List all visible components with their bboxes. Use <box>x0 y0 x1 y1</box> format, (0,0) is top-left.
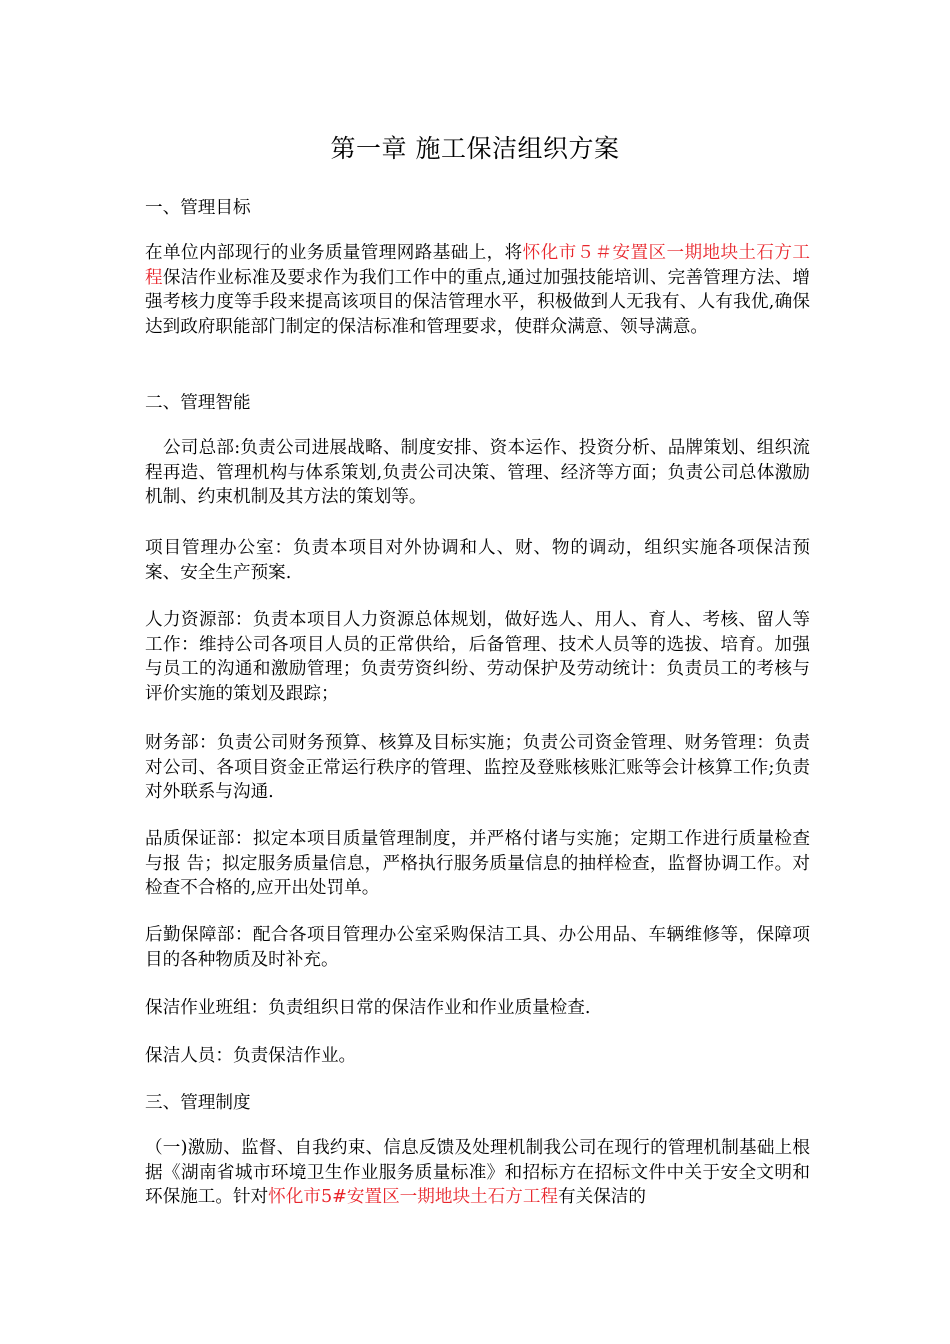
paragraph-project-office: 项目管理办公室：负责本项目对外协调和人、财、物的调动，组织实施各项保洁预案、安全生产预案. <box>145 538 810 583</box>
paragraph-cleaning-team: 保洁作业班组：负责组织日常的保洁作业和作业质量检查. <box>145 998 591 1018</box>
paragraph-hr-department: 人力资源部：负责本项目人力资源总体规划，做好选人、用人、育人、考核、留人等工作：维持公司各项目人员的正常供给，后备管理、技术人员等的选拔、培育。加强与员工的沟通和激励管理；负责劳资纠纷、劳动保护及劳动统计：负责员工的考核与评价实施的策划及跟踪； <box>145 610 810 704</box>
paragraph-cleaning-staff: 保洁人员：负责保洁作业。 <box>145 1046 357 1066</box>
paragraph-text: 保洁作业标准及要求作为我们工作中的重点,通过加强技能培训、完善管理方法、增强考核力度等手段来提高该项目的保洁管理水平，积极做到人无我有、人有我优,确保达到政府职能部门制定的保洁标准和管理要求，使群众满意、领导满意。 <box>145 267 810 337</box>
project-name-highlight: 怀化市５＃安置区一期地块土石方工程 <box>145 243 810 288</box>
paragraph-headquarters: 公司总部:负责公司进展战略、制度安排、资本运作、投资分析、品牌策划、组织流程再造、管理机构与体系策划,负责公司决策、管理、经济等方面；负责公司总体激励机制、约束机制及其方法的策划等。 <box>145 438 810 508</box>
chapter-title: 第一章 施工保洁组织方案 <box>330 134 620 163</box>
paragraph-quality-department: 品质保证部：拟定本项目质量管理制度，并严格付诸与实施；定期工作进行质量检查与报 告；拟定服务质量信息，严格执行服务质量信息的抽样检查，监督协调工作。对检查不合格的,应开出处罚单。 <box>145 829 810 899</box>
paragraph-text: （一)激励、监督、自我约束、信息反馈及处理机制我公司在现行的管理机制基础上根据《湖南省城市环境卫生作业服务质量标准》和招标方在招标文件中关于安全文明和环保施工。针对 <box>145 1138 810 1208</box>
paragraph-text: 有关保洁的 <box>558 1187 646 1208</box>
section-heading-management-goal: 一、管理目标 <box>145 198 251 218</box>
paragraph-management-goal <box>145 241 810 339</box>
paragraph-finance-department: 财务部：负责公司财务预算、核算及目标实施；负责公司资金管理、财务管理：负责对公司、各项目资金正常运行秩序的管理、监控及登账核账汇账等会计核算工作;负责对外联系与沟通. <box>145 733 810 803</box>
paragraph-mechanisms <box>145 1136 810 1210</box>
section-heading-management-system: 三、管理制度 <box>145 1093 251 1113</box>
project-name-highlight: 怀化市5#安置区一期地块土石方工程 <box>268 1187 559 1208</box>
paragraph-logistics-department: 后勤保障部：配合各项目管理办公室采购保洁工具、办公用品、车辆维修等，保障项目的各种物质及时补充。 <box>145 925 810 970</box>
section-heading-management-functions: 二、管理智能 <box>145 393 251 413</box>
paragraph-text: 在单位内部现行的业务质量管理网路基础上，将 <box>145 243 523 263</box>
